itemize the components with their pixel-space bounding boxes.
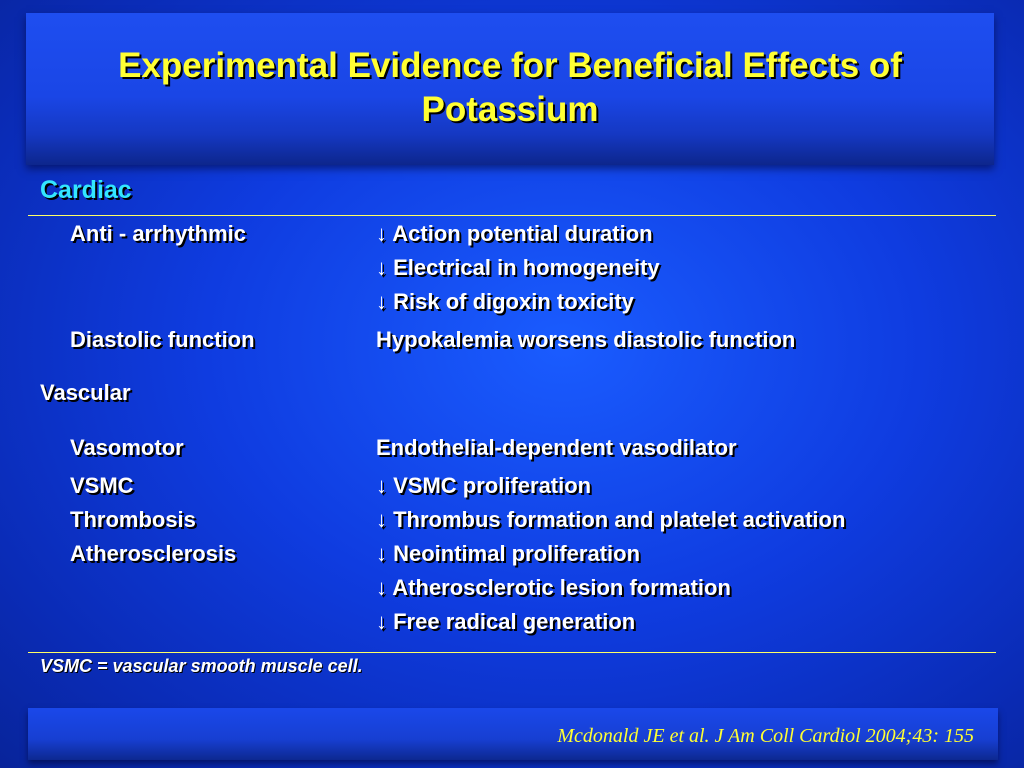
effect-hypokalemia: Hypokalemia worsens diastolic function [376,327,796,352]
effect-action-potential: ↓ Action potential duration [376,221,653,246]
effect-vasodilator: Endothelial-dependent vasodilator [376,435,737,460]
bottom-divider [28,652,996,653]
row-label-vsmc: VSMC [70,473,134,498]
effect-thrombus: ↓ Thrombus formation and platelet activation [376,507,846,532]
effect-lesion-formation: ↓ Atherosclerotic lesion formation [376,575,731,600]
effect-digoxin-toxicity: ↓ Risk of digoxin toxicity [376,289,634,314]
effect-free-radical: ↓ Free radical generation [376,609,636,634]
row-label-thrombosis: Thrombosis [70,507,196,532]
effect-electrical-homogeneity: ↓ Electrical in homogeneity [376,255,660,280]
citation: Mcdonald JE et al. J Am Coll Cardiol 2004;43: 155 [557,725,974,747]
section-vascular-heading: Vascular [40,380,131,405]
footnote: VSMC = vascular smooth muscle cell. [40,656,363,676]
section-cardiac-heading: Cardiac [40,176,132,204]
effect-neointimal: ↓ Neointimal proliferation [376,541,641,566]
top-divider [28,215,996,216]
effect-vsmc-proliferation: ↓ VSMC proliferation [376,473,592,498]
row-label-vasomotor: Vasomotor [70,435,184,460]
row-label-diastolic: Diastolic function [70,327,255,352]
row-label-atherosclerosis: Atherosclerosis [70,541,237,566]
row-label-anti-arrhythmic: Anti - arrhythmic [70,221,247,246]
slide-title: Experimental Evidence for Beneficial Effects of Potassium [118,46,902,129]
